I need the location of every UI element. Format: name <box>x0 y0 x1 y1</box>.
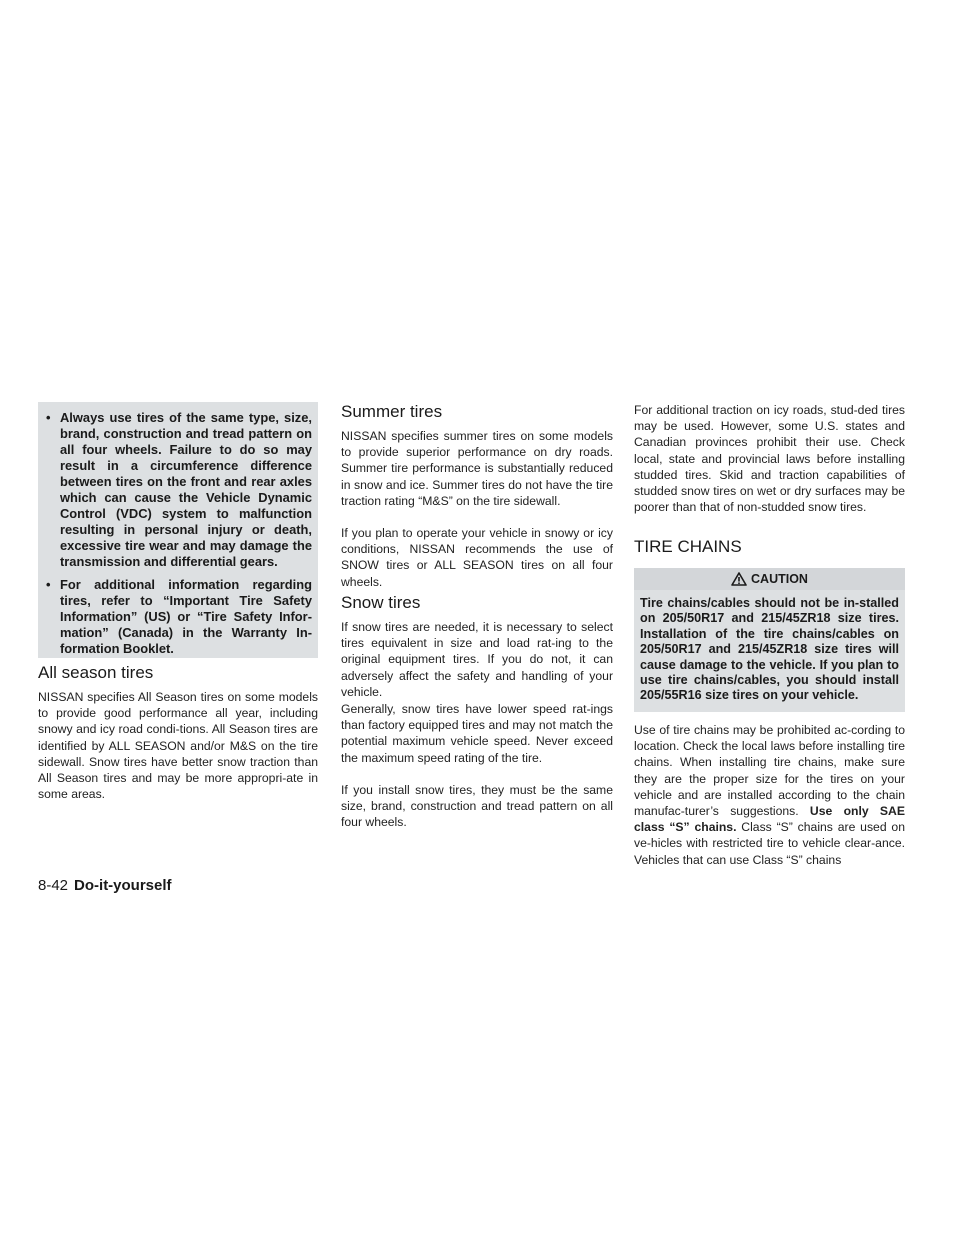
section-title: Do-it-yourself <box>74 877 172 894</box>
warning-box <box>38 402 318 658</box>
chains-bold-text: Use only SAE class “S” chains. <box>634 804 905 835</box>
heading-tire-chains: TIRE CHAINS <box>634 537 742 556</box>
chains-text: Use of tire chains may be prohibited ac-cording to location. Check the local laws before installing tire chains. When installing tire chains, make sure they are the proper size for the tires on your vehicle and are installed according to the chain manufac-turer’s suggestions. Use only SAE class “S” chains. Class “S” chains are used on ve-hicles with restricted tire to vehicle clear-ance. Vehicles that can use Class “S” chains <box>634 723 905 867</box>
summer-text-1: NISSAN specifies summer tires on some models to provide superior performance on dry roads. Summer tire performance is substantially reduced in snow and ice. Summer tires do not have the tire traction rating “M&S” on the tire sidewall. <box>341 429 613 508</box>
heading-snow: Snow tires <box>341 593 421 612</box>
caution-text: Tire chains/cables should not be in-stalled on 205/50R17 and 215/45ZR18 size tires. Installation of the tire chains/cables on 205/50R17 and 215/45ZR18 size tires will cause damage to the vehicle. If you plan to use tire chains/cables, you should install 205/55R16 size tires on your vehicle. <box>640 596 899 703</box>
caution-box <box>634 568 905 712</box>
bullet-dot: • <box>46 577 51 592</box>
summer-text-2: If you plan to operate your vehicle in snowy or icy conditions, NISSAN recommends the use of SNOW tires or ALL SEASON tires on all four wheels. <box>341 526 613 589</box>
caution-label: CAUTION <box>751 572 808 586</box>
all-season-text: NISSAN specifies All Season tires on some models to provide good performance all year, including snowy and icy road condi-tions. All Season tires are identified by ALL SEASON and/or M&S on the tire sidewall. Snow tires have better snow traction than All Season tires and may be more appropri-ate in some areas. <box>38 690 318 802</box>
page-number: 8-42 <box>38 877 69 894</box>
studded-text: For additional traction on icy roads, stud-ded tires may be used. However, some U.S. states and Canadian provinces prohibit their use. Check local, state and provincial laws before installing studded tires. Skid and traction capabilities of studded snow tires on wet or dry surfaces may be poorer than that of non-studded snow tires. <box>634 403 905 515</box>
snow-text-3: If you install snow tires, they must be the same size, brand, construction and tread pattern on all four wheels. <box>341 783 613 830</box>
warning-triangle-icon <box>731 572 747 586</box>
bullet-dot: • <box>46 410 51 425</box>
heading-summer: Summer tires <box>341 402 443 421</box>
warning-list <box>46 410 312 657</box>
caution-header <box>634 568 905 590</box>
heading-all-season: All season tires <box>38 663 154 682</box>
snow-text-1: If snow tires are needed, it is necessary to select tires equivalent in size and load rat-ing to the original equipment tires. If you do not, it can adversely affect the safety and handling of your vehicle. <box>341 620 613 699</box>
warning-bullet-1: • Always use tires of the same type, size, brand, construction and tread pattern on all four wheels. Failure to do so may result in a circumference difference between tires on the front and rear axles which can cause the Vehicle Dynamic Control (VDC) system to malfunction resulting in personal injury or death, excessive tire wear and may damage the transmission and differential gears. <box>46 410 312 569</box>
snow-text-2: Generally, snow tires have lower speed rat-ings than factory equipped tires and may not match the potential maximum vehicle speed. Never exceed the maximum speed rating of the tire. <box>341 702 613 765</box>
page-footer <box>38 877 172 894</box>
warning-bullet-2: • For additional information regarding tires, refer to “Important Tire Safety Information” (US) or “Tire Safety Infor-mation” (Canada) in the Warranty In-formation Booklet. <box>46 577 312 656</box>
